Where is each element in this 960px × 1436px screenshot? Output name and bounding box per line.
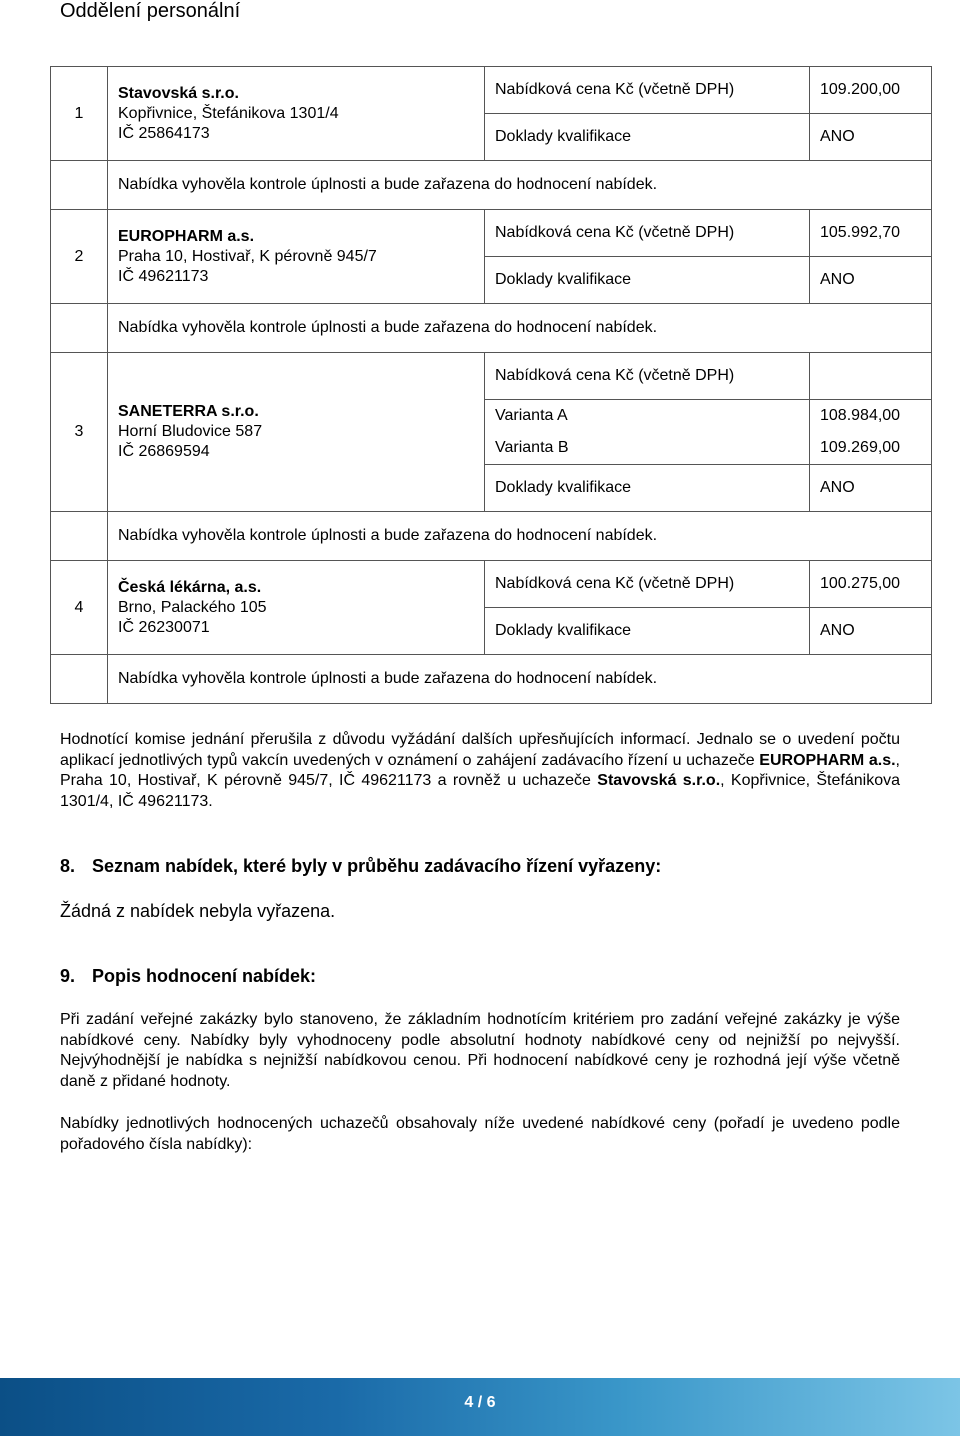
offer-3-variant-a-price: 108.984,00 — [810, 400, 932, 433]
section-9-heading — [60, 966, 316, 987]
offer-2-note: Nabídka vyhověla kontrole úplnosti a bude zařazena do hodnocení nabídek. — [108, 304, 932, 353]
section-8-title: Seznam nabídek, které byly v průběhu zadávacího řízení vyřazeny: — [92, 856, 662, 876]
offer-1-qual-label: Doklady kvalifikace — [485, 114, 810, 161]
section-9-paragraph-1: Při zadání veřejné zakázky bylo stanoveno, že základním hodnotícím kritériem pro zadání veřejné zakázky je výše nabídkové ceny. Nabídky byly vyhodnoceny podle absolutní hodnoty nabídkové ceny od nejnižší po nejvyšší. Nejvýhodnější je nabídka s nejnižší nabídkovou cenou. Při hodnocení nabídkové ceny je rozhodná její výše včetně daně z přidané hodnoty. — [60, 1011, 900, 1091]
bidder-europharm: EUROPHARM a.s. — [759, 751, 896, 769]
offer-1-bidder — [108, 67, 485, 161]
offer-1-number: 1 — [51, 67, 108, 161]
offer-1-ico: IČ 25864173 — [118, 124, 210, 142]
offer-3-variant-a-label: Varianta A — [485, 400, 810, 433]
offer-1-price-row — [51, 67, 932, 114]
offer-3-variant-b-price: 109.269,00 — [810, 432, 932, 465]
department-header: Oddělení personální — [60, 0, 241, 22]
section-8-heading — [60, 856, 661, 877]
offer-2-qual-value: ANO — [810, 257, 932, 304]
section-8-number: 8. — [60, 856, 76, 876]
offer-2-name: EUROPHARM a.s. — [118, 227, 255, 245]
section-9-number: 9. — [60, 966, 76, 986]
offer-4-qual-value: ANO — [810, 608, 932, 655]
offer-2-qual-label: Doklady kvalifikace — [485, 257, 810, 304]
offer-4-note: Nabídka vyhověla kontrole úplnosti a bude zařazena do hodnocení nabídek. — [108, 655, 932, 704]
offer-3-note-row — [51, 512, 932, 561]
offer-4-address: Brno, Palackého 105 — [118, 598, 267, 616]
offer-3-variant-b-label: Varianta B — [485, 432, 810, 465]
bidder-stavovska: Stavovská s.r.o. — [597, 772, 721, 790]
offer-4-price-row — [51, 561, 932, 608]
offer-3-price-header-row — [51, 353, 932, 400]
offer-2-note-row — [51, 304, 932, 353]
offer-1-address: Kopřivnice, Štefánikova 1301/4 — [118, 104, 339, 122]
offer-2-address: Praha 10, Hostivař, K pérovně 945/7 — [118, 247, 377, 265]
offer-3-price-label: Nabídková cena Kč (včetně DPH) — [485, 353, 810, 400]
offer-1-price-label: Nabídková cena Kč (včetně DPH) — [485, 67, 810, 114]
offers-table — [50, 66, 932, 704]
offer-4-qual-label: Doklady kvalifikace — [485, 608, 810, 655]
offer-4-bidder — [108, 561, 485, 655]
offer-3-qual-label: Doklady kvalifikace — [485, 465, 810, 512]
offer-2-price-label: Nabídková cena Kč (včetně DPH) — [485, 210, 810, 257]
offer-1-name: Stavovská s.r.o. — [118, 84, 239, 102]
offer-3-number: 3 — [51, 353, 108, 512]
offer-1-price: 109.200,00 — [810, 67, 932, 114]
offer-3-qual-value: ANO — [810, 465, 932, 512]
offer-3-name: SANETERRA s.r.o. — [118, 403, 259, 420]
page-number: 4 / 6 — [464, 1394, 496, 1411]
offer-3-bidder — [108, 353, 485, 512]
offer-2-ico: IČ 49621173 — [118, 267, 209, 285]
offer-2-price: 105.992,70 — [810, 210, 932, 257]
offer-2-number: 2 — [51, 210, 108, 304]
interruption-paragraph: Hodnotící komise jednání přerušila z důvodu vyžádání dalších upřesňujících informací. Jednalo se o uvedení počtu aplikací jednotlivých typů vakcín uvedených v oznámení o zahájení zadávacího řízení u uchazeče EUROPHARM a.s., Praha 10, Hostivař, K pérovně 945/7, IČ 49621173 a rovněž u uchazeče Stavovská s.r.o., Kopřivnice, Štefánikova 1301/4, IČ 49621173. — [60, 731, 900, 811]
offer-1-note-row — [51, 161, 932, 210]
offer-1-note: Nabídka vyhověla kontrole úplnosti a bude zařazena do hodnocení nabídek. — [108, 161, 932, 210]
section-9-paragraph-2: Nabídky jednotlivých hodnocených uchazečů obsahovaly níže uvedené nabídkové ceny (pořadí je uvedeno podle pořadového čísla nabídky): — [60, 1115, 900, 1153]
offer-4-name: Česká lékárna, a.s. — [118, 578, 262, 596]
offer-4-price-label: Nabídková cena Kč (včetně DPH) — [485, 561, 810, 608]
offer-4-price: 100.275,00 — [810, 561, 932, 608]
footer-bar — [0, 1378, 960, 1436]
offer-2-bidder — [108, 210, 485, 304]
offer-4-note-row — [51, 655, 932, 704]
offer-1-qual-value: ANO — [810, 114, 932, 161]
offer-4-ico: IČ 26230071 — [118, 618, 210, 636]
offer-4-number: 4 — [51, 561, 108, 655]
section-9-title: Popis hodnocení nabídek: — [92, 966, 317, 986]
offer-3-note: Nabídka vyhověla kontrole úplnosti a bude zařazena do hodnocení nabídek. — [108, 512, 932, 561]
offer-3-ico: IČ 26869594 — [118, 443, 210, 460]
offer-2-price-row — [51, 210, 932, 257]
offer-3-address: Horní Bludovice 587 — [118, 423, 263, 440]
section-8-text: Žádná z nabídek nebyla vyřazena. — [60, 901, 336, 921]
